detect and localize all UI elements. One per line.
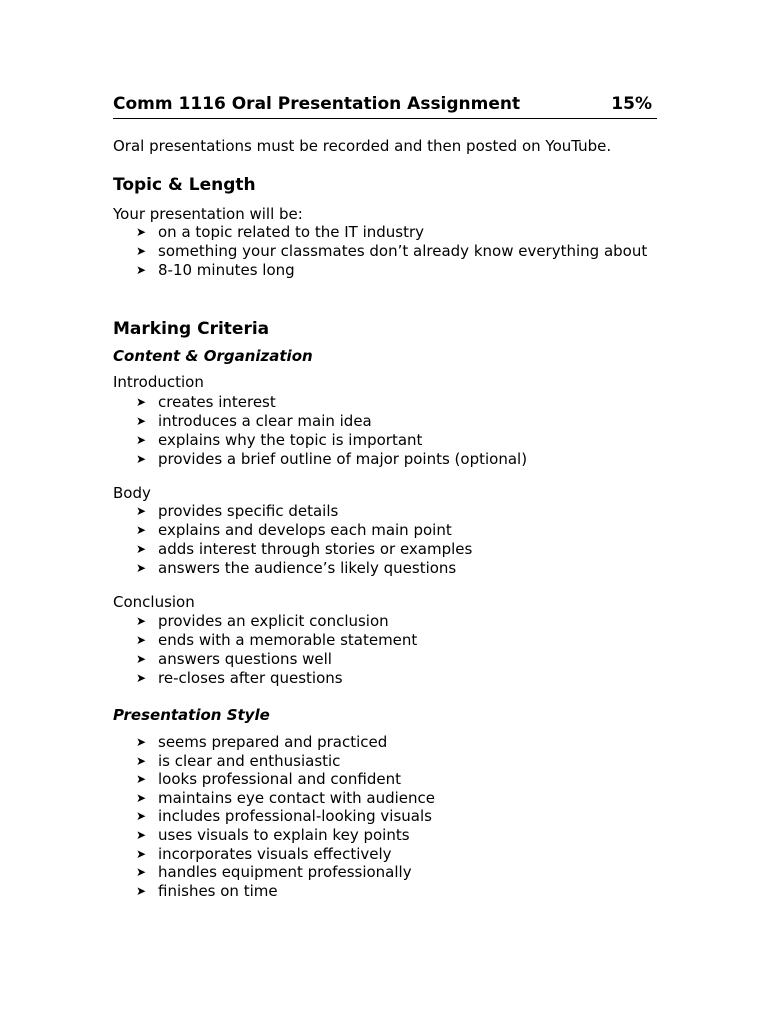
list-item-text: 8-10 minutes long — [158, 261, 295, 279]
arrowhead-bullet-icon: ➤ — [136, 561, 147, 575]
arrowhead-bullet-icon: ➤ — [136, 523, 147, 537]
list-item — [136, 733, 435, 752]
list-item-text: finishes on time — [158, 881, 278, 900]
body-list — [136, 502, 472, 578]
list-item — [136, 559, 472, 578]
document-title: Comm 1116 Oral Presentation Assignment — [113, 94, 521, 114]
arrowhead-bullet-icon: ➤ — [136, 846, 147, 861]
title-row — [113, 94, 657, 119]
list-item — [136, 261, 647, 280]
list-item-text: looks professional and confident — [158, 770, 401, 789]
list-item — [136, 863, 435, 882]
topic-lead: Your presentation will be: — [113, 205, 303, 223]
list-item-text: creates interest — [158, 393, 276, 411]
list-item-text: answers questions well — [158, 650, 332, 668]
list-item — [136, 631, 417, 650]
list-item — [136, 223, 647, 242]
arrowhead-bullet-icon: ➤ — [136, 827, 147, 842]
arrowhead-bullet-icon: ➤ — [136, 542, 147, 556]
topic-list — [136, 223, 647, 280]
list-item-text: handles equipment professionally — [158, 863, 412, 882]
arrowhead-bullet-icon: ➤ — [136, 452, 147, 466]
list-item — [136, 412, 527, 431]
list-item-text: uses visuals to explain key points — [158, 825, 410, 844]
list-item — [136, 242, 647, 261]
list-item-text: on a topic related to the IT industry — [158, 223, 425, 241]
list-item — [136, 521, 472, 540]
list-item-text: seems prepared and practiced — [158, 733, 388, 751]
list-item-text: adds interest through stories or examples — [158, 540, 473, 558]
list-item-text: provides specific details — [158, 502, 339, 520]
content-heading: Content & Organization — [113, 347, 313, 365]
list-item — [136, 882, 435, 901]
conclusion-list — [136, 612, 417, 688]
list-item — [136, 502, 472, 521]
list-item-text: is clear and enthusiastic — [158, 751, 341, 770]
arrowhead-bullet-icon: ➤ — [136, 671, 147, 685]
arrowhead-bullet-icon: ➤ — [136, 753, 147, 768]
introduction-list — [136, 393, 527, 469]
list-item — [136, 393, 527, 412]
list-item-text: maintains eye contact with audience — [158, 788, 436, 807]
list-item-text: something your classmates don’t already know everything about — [158, 242, 648, 260]
list-item-text: explains and develops each main point — [158, 521, 452, 539]
list-item — [136, 431, 527, 450]
arrowhead-bullet-icon: ➤ — [136, 433, 147, 447]
list-item-text: provides a brief outline of major points (optional) — [158, 450, 528, 468]
list-item-text: incorporates visuals effectively — [158, 844, 392, 863]
arrowhead-bullet-icon: ➤ — [136, 652, 147, 666]
list-item — [136, 770, 435, 789]
list-item-text: answers the audience’s likely questions — [158, 559, 457, 577]
list-item — [136, 789, 435, 808]
list-item — [136, 450, 527, 469]
list-item — [136, 845, 435, 864]
list-item-text: explains why the topic is important — [158, 431, 423, 449]
arrowhead-bullet-icon: ➤ — [136, 883, 147, 898]
arrowhead-bullet-icon: ➤ — [136, 809, 147, 824]
arrowhead-bullet-icon: ➤ — [136, 244, 147, 258]
list-item — [136, 650, 417, 669]
style-list — [136, 733, 435, 900]
marking-heading: Marking Criteria — [113, 319, 270, 339]
list-item — [136, 826, 435, 845]
arrowhead-bullet-icon: ➤ — [136, 504, 147, 518]
arrowhead-bullet-icon: ➤ — [136, 633, 147, 647]
list-item-text: includes professional-looking visuals — [158, 807, 432, 826]
arrowhead-bullet-icon: ➤ — [136, 865, 147, 880]
arrowhead-bullet-icon: ➤ — [136, 735, 147, 749]
list-item — [136, 540, 472, 559]
body-label: Body — [113, 484, 151, 502]
style-heading: Presentation Style — [113, 706, 270, 724]
grade-weight: 15% — [611, 94, 652, 114]
list-item-text: re-closes after questions — [158, 669, 343, 687]
arrowhead-bullet-icon: ➤ — [136, 414, 147, 428]
arrowhead-bullet-icon: ➤ — [136, 772, 147, 787]
introduction-label: Introduction — [113, 373, 204, 391]
list-item — [136, 669, 417, 688]
list-item-text: ends with a memorable statement — [158, 631, 418, 649]
intro-text: Oral presentations must be recorded and then posted on YouTube. — [113, 137, 612, 155]
list-item — [136, 807, 435, 826]
list-item — [136, 752, 435, 771]
arrowhead-bullet-icon: ➤ — [136, 225, 147, 239]
list-item-text: provides an explicit conclusion — [158, 612, 389, 630]
list-item — [136, 612, 417, 631]
arrowhead-bullet-icon: ➤ — [136, 790, 147, 805]
list-item-text: introduces a clear main idea — [158, 412, 372, 430]
topic-heading: Topic & Length — [113, 175, 256, 195]
conclusion-label: Conclusion — [113, 593, 195, 611]
arrowhead-bullet-icon: ➤ — [136, 263, 147, 277]
arrowhead-bullet-icon: ➤ — [136, 395, 147, 409]
arrowhead-bullet-icon: ➤ — [136, 614, 147, 628]
